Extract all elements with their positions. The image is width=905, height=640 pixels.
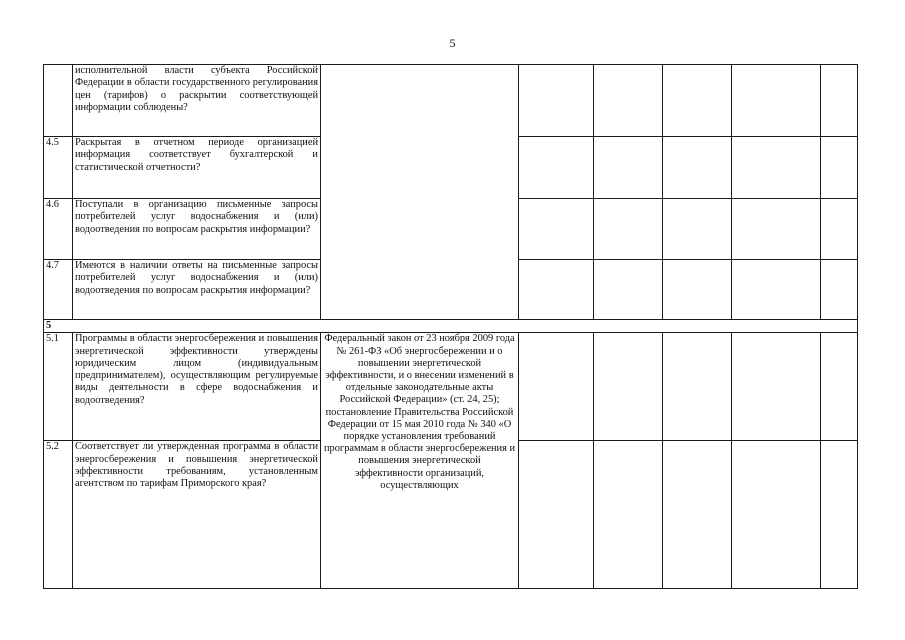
row-number: 5.2 xyxy=(44,441,73,589)
row-number: 5.1 xyxy=(44,333,73,441)
extra-cell xyxy=(821,333,858,441)
extra-cell xyxy=(821,137,858,199)
extra-cell xyxy=(821,441,858,589)
extra-cell xyxy=(821,260,858,320)
answer-no-cell xyxy=(594,137,663,199)
notes-cell xyxy=(732,441,821,589)
answer-no-cell xyxy=(594,260,663,320)
legal-basis-cell: Федеральный закон от 23 ноября 2009 года № 261-ФЗ «Об энергосбережении и о повышении энергетической эффективности, и о внесении изменений в отдельные законодательные акты Российской Федерации» (ст. 24, 25); постановление Правительства Российской Федерации от 15 мая 2010 года № 340 «О порядке установления требований программам в области энергосбережения и повышения энергетической эффективности организаций, осуществляющих xyxy=(321,333,519,589)
question-cell: Раскрытая в отчетном периоде организацией информация соответствует бухгалтерской и статистической отчетности? xyxy=(73,137,321,199)
answer-no-cell xyxy=(594,441,663,589)
legal-basis-cell-empty xyxy=(321,65,519,320)
checklist-table xyxy=(43,64,858,589)
answer-no-cell xyxy=(594,333,663,441)
question-cell: Программы в области энергосбережения и повышения энергетической эффективности утверждены юридическим лицом (индивидуальным предпринимателем), осуществляющим регулируемые виды деятельности в сфере водоснабжения и водоотведения? xyxy=(73,333,321,441)
notes-cell xyxy=(732,333,821,441)
answer-yes-cell xyxy=(519,441,594,589)
question-cell: Соответствует ли утвержденная программа в области энергосбережения и повышения энергетической эффективности требованиям, установленным агентством по тарифам Приморского края? xyxy=(73,441,321,589)
page-number: 5 xyxy=(449,36,456,50)
notes-cell xyxy=(732,199,821,260)
answer-yes-cell xyxy=(519,333,594,441)
question-cell: Поступали в организацию письменные запросы потребителей услуг водоснабжения и (или) водоотведения по вопросам раскрытия информации? xyxy=(73,199,321,260)
answer-yes-cell xyxy=(519,199,594,260)
row-number: 4.6 xyxy=(44,199,73,260)
table-row xyxy=(44,333,858,441)
answer-yes-cell xyxy=(519,260,594,320)
question-cell: исполнительной власти субъекта Российской Федерации в области государственного регулирования цен (тарифов) о раскрытии соответствующей информации соблюдены? xyxy=(73,65,321,137)
extra-cell xyxy=(821,65,858,137)
table-row xyxy=(44,65,858,137)
notes-cell xyxy=(732,260,821,320)
question-cell: Имеются в наличии ответы на письменные запросы потребителей услуг водоснабжения и (или) водоотведения по вопросам раскрытия информации? xyxy=(73,260,321,320)
notes-cell xyxy=(732,137,821,199)
notes-cell xyxy=(732,65,821,137)
answer-na-cell xyxy=(663,441,732,589)
answer-yes-cell xyxy=(519,65,594,137)
answer-no-cell xyxy=(594,199,663,260)
extra-cell xyxy=(821,199,858,260)
answer-na-cell xyxy=(663,65,732,137)
answer-no-cell xyxy=(594,65,663,137)
answer-na-cell xyxy=(663,199,732,260)
answer-na-cell xyxy=(663,260,732,320)
row-number xyxy=(44,65,73,137)
answer-na-cell xyxy=(663,333,732,441)
answer-na-cell xyxy=(663,137,732,199)
section-number: 5 xyxy=(44,320,858,333)
row-number: 4.5 xyxy=(44,137,73,199)
answer-yes-cell xyxy=(519,137,594,199)
section-row xyxy=(44,320,858,333)
row-number: 4.7 xyxy=(44,260,73,320)
